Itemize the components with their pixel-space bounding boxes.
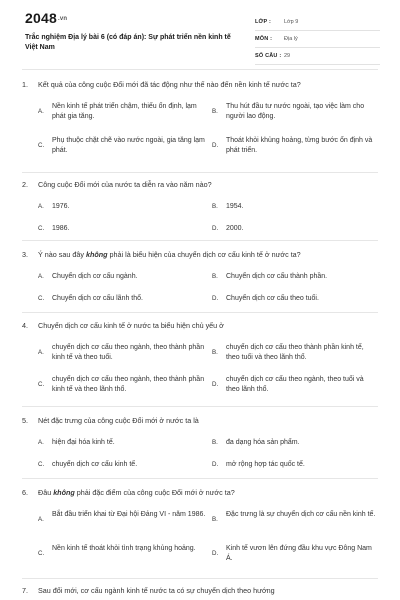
question-stem: Sau đổi mới, cơ cấu ngành kinh tế nước ta có sự chuyển dịch theo hướng	[38, 586, 275, 595]
meta-value: 29	[284, 53, 291, 59]
option-c[interactable]	[38, 136, 208, 156]
question-text	[22, 80, 378, 90]
option-letter: A.	[38, 439, 44, 446]
question-stem-start: Ý nào sau đây	[38, 250, 86, 259]
logo-text: 2048	[25, 10, 57, 26]
option-text: chuyển dịch cơ cấu theo ngành, theo thành phần kinh tế và theo tuổi.	[52, 344, 205, 361]
question-number: 4.	[22, 321, 28, 330]
question-1	[22, 80, 378, 154]
option-text: 2000.	[226, 225, 244, 232]
option-letter: C.	[38, 142, 45, 149]
question-number: 2.	[22, 180, 28, 189]
option-c[interactable]	[38, 224, 208, 234]
option-text: Chuyển dịch cơ cấu thành phần.	[226, 273, 328, 280]
meta-value: Lớp 9	[284, 19, 299, 25]
divider	[22, 240, 378, 241]
option-letter: D.	[212, 225, 219, 232]
question-number: 5.	[22, 416, 28, 425]
meta-value: Địa lý	[284, 36, 298, 42]
option-text: Chuyển dịch cơ cấu ngành.	[52, 273, 138, 280]
option-text: Phụ thuộc chặt chẽ vào nước ngoài, gia tăng lạm phát.	[52, 137, 205, 154]
option-a[interactable]	[38, 438, 208, 448]
meta-row-subject	[255, 33, 380, 48]
question-2	[22, 180, 378, 232]
option-letter: D.	[212, 381, 219, 388]
option-letter: B.	[212, 349, 218, 356]
option-c[interactable]	[38, 375, 208, 395]
option-text: đa dạng hóa sản phẩm.	[226, 439, 300, 446]
question-emphasis: không	[85, 250, 108, 259]
logo-suffix: .vn	[57, 16, 68, 23]
question-7	[22, 586, 378, 596]
option-d[interactable]	[212, 136, 377, 156]
option-b[interactable]	[212, 202, 377, 212]
option-b[interactable]	[212, 343, 377, 363]
option-c[interactable]	[38, 544, 208, 557]
option-letter: D.	[212, 142, 219, 149]
divider	[22, 406, 378, 407]
question-text	[22, 586, 378, 596]
question-stem: Kết quả của công cuộc Đổi mới đã tác động như thế nào đến nền kinh tế nước ta?	[38, 80, 301, 89]
option-text: Nền kinh tế phát triển chậm, thiếu ổn định, lạm phát gia tăng.	[52, 103, 197, 120]
question-number: 3.	[22, 250, 28, 259]
option-letter: C.	[38, 295, 45, 302]
meta-label: MÔN :	[255, 36, 273, 42]
option-letter: D.	[212, 550, 219, 557]
question-number: 6.	[22, 488, 28, 497]
question-stem-start: Đâu	[38, 488, 54, 497]
option-a[interactable]	[38, 102, 208, 122]
option-text: 1976.	[52, 203, 70, 210]
meta-label: SỐ CÂU :	[255, 53, 282, 59]
question-emphasis: không	[53, 488, 75, 497]
option-a[interactable]	[38, 343, 208, 363]
option-letter: A.	[38, 349, 44, 356]
question-text	[22, 180, 378, 190]
option-letter: C.	[38, 461, 45, 468]
option-b[interactable]	[212, 102, 377, 122]
option-b[interactable]	[212, 510, 377, 523]
option-c[interactable]	[38, 294, 208, 304]
option-text: 1986.	[52, 225, 70, 232]
question-text	[22, 416, 378, 426]
divider	[22, 69, 378, 70]
option-text: Đặc trưng là sự chuyển dịch cơ cấu nền kinh tế.	[226, 511, 376, 518]
option-letter: B.	[212, 439, 218, 446]
divider	[22, 172, 378, 173]
option-text: Kinh tế vươn lên đứng đầu khu vực Đông Nam Á.	[226, 545, 372, 562]
question-stem: Công cuộc Đổi mới của nước ta diễn ra vào năm nào?	[38, 180, 212, 189]
question-4	[22, 321, 378, 393]
option-letter: A.	[38, 516, 44, 523]
question-text	[22, 250, 378, 260]
option-letter: D.	[212, 461, 219, 468]
option-letter: C.	[38, 381, 45, 388]
question-5	[22, 416, 378, 468]
option-d[interactable]	[212, 224, 377, 234]
option-text: Thu hút đầu tư nước ngoài, tạo việc làm cho người lao động.	[226, 103, 365, 120]
option-d[interactable]	[212, 460, 377, 470]
option-text: chuyển dịch cơ cấu theo ngành, theo tuổi và theo lãnh thổ.	[226, 376, 364, 393]
option-text: Chuyển dịch cơ cấu lãnh thổ.	[52, 295, 143, 302]
meta-row-class	[255, 16, 380, 31]
option-text: Chuyển dịch cơ cấu theo tuổi.	[226, 295, 319, 302]
option-a[interactable]	[38, 510, 208, 523]
option-d[interactable]	[212, 544, 377, 564]
option-b[interactable]	[212, 272, 377, 282]
site-logo[interactable]	[25, 10, 67, 26]
meta-row-count	[255, 50, 380, 65]
option-text: chuyển dịch cơ cấu theo ngành, theo thành phần kinh tế và theo lãnh thổ.	[52, 376, 205, 393]
option-text: Thoát khỏi khủng hoảng, từng bước ổn định và phát triển.	[226, 137, 373, 154]
question-number: 7.	[22, 586, 28, 595]
option-a[interactable]	[38, 202, 208, 212]
option-letter: A.	[38, 273, 44, 280]
document-header	[0, 0, 400, 64]
question-stem-end: phải đặc điểm của công cuộc Đổi mới ở nước ta?	[74, 488, 235, 497]
option-letter: C.	[38, 225, 45, 232]
option-text: Nền kinh tế thoát khỏi tình trạng khủng hoảng.	[52, 545, 196, 552]
option-text: mở rộng hợp tác quốc tế.	[226, 461, 305, 468]
option-letter: B.	[212, 273, 218, 280]
option-d[interactable]	[212, 375, 377, 395]
question-3	[22, 250, 378, 302]
option-letter: B.	[212, 516, 218, 523]
meta-info-table	[255, 16, 380, 67]
divider	[22, 312, 378, 313]
divider	[22, 578, 378, 579]
option-b[interactable]	[212, 438, 377, 448]
question-text	[22, 488, 378, 498]
question-6	[22, 488, 378, 562]
option-letter: C.	[38, 550, 45, 557]
meta-label: LỚP :	[255, 19, 271, 25]
option-letter: A.	[38, 203, 44, 210]
option-text: chuyển dịch cơ cấu theo thành phần kinh tế, theo tuổi và theo lãnh thổ.	[226, 344, 364, 361]
question-text	[22, 321, 378, 331]
question-stem: Chuyển dịch cơ cấu kinh tế ở nước ta biểu hiện chủ yếu ở	[38, 321, 224, 330]
option-text: 1954.	[226, 203, 244, 210]
option-text: hiện đại hóa kinh tế.	[52, 439, 115, 446]
option-letter: B.	[212, 203, 218, 210]
option-letter: A.	[38, 108, 44, 115]
question-number: 1.	[22, 80, 28, 89]
document-title: Trắc nghiệm Địa lý bài 6 (có đáp án): Sự phát triển nền kinh tế Việt Nam	[25, 34, 231, 51]
option-c[interactable]	[38, 460, 208, 470]
option-text: chuyển dịch cơ cấu kinh tế.	[52, 461, 138, 468]
option-letter: D.	[212, 295, 219, 302]
option-letter: B.	[212, 108, 218, 115]
divider	[22, 478, 378, 479]
option-a[interactable]	[38, 272, 208, 282]
option-d[interactable]	[212, 294, 377, 304]
question-stem: Nét đặc trưng của công cuộc Đổi mới ở nước ta là	[38, 416, 199, 425]
option-text: Bắt đầu triển khai từ Đại hội Đảng VI - năm 1986.	[52, 511, 206, 518]
question-stem-end: phải là biểu hiện của chuyển dịch cơ cấu kinh tế ở nước ta?	[107, 250, 301, 259]
